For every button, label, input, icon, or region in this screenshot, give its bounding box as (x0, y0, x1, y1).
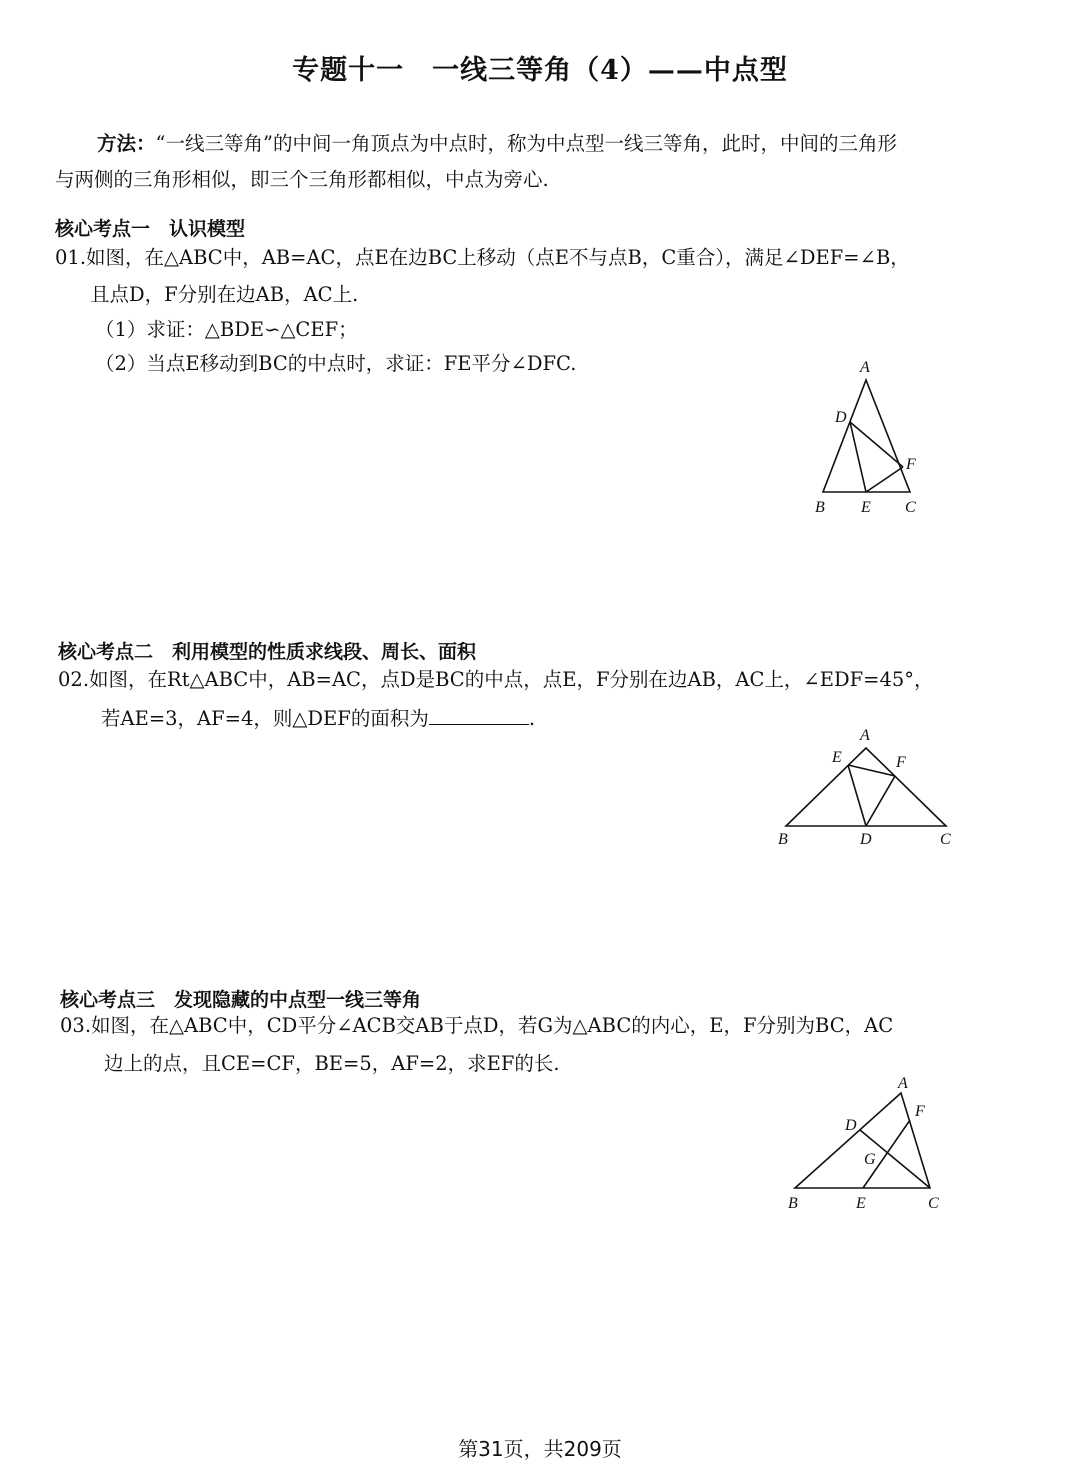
problem-2-text-1: 如图，在Rt△ABC中，AB=AC，点D是BC的中点，点E，F分别在边AB，AC上，∠EDF=45°， (89, 668, 934, 691)
problem-3-text-1: 如图，在△ABC中，CD平分∠ACB交AB于点D，若G为△ABC的内心，E，F分别为BC，AC (91, 1014, 894, 1037)
figure-1-label-a: A (860, 359, 870, 376)
figure-2-label-f: F (896, 754, 906, 771)
section-1-heading: 核心考点一 认识模型 (55, 218, 246, 240)
problem-1-line-1 (55, 246, 910, 270)
problem-1-line-2: 且点D，F分别在边AB，AC上. (90, 283, 359, 306)
problem-2-text-2-end: . (528, 707, 536, 730)
figure-2-label-a: A (860, 727, 870, 744)
method-line-1 (97, 132, 897, 156)
figure-1 (800, 350, 940, 520)
figure-3-label-e: E (856, 1195, 866, 1212)
problem-1-question-2: （2）当点E移动到BC的中点时，求证：FE平分∠DFC. (95, 352, 577, 375)
problem-3-number: 03. (60, 1014, 92, 1037)
method-label: 方法： (97, 132, 156, 155)
problem-2-text-2: 若AE=3，AF=4，则△DEF的面积为 (101, 707, 429, 730)
figure-1-label-e: E (861, 499, 871, 516)
figure-3-label-f: F (915, 1103, 925, 1120)
figure-2-label-e: E (832, 749, 842, 766)
answer-blank[interactable] (429, 706, 529, 725)
figure-1-segment-ef (866, 467, 903, 492)
figure-2-label-d: D (860, 831, 872, 848)
figure-2-triangle-abc (786, 748, 946, 826)
problem-1-question-1: （1）求证：△BDE∽△CEF； (95, 318, 358, 341)
method-text-1: “一线三等角”的中间一角顶点为中点时，称为中点型一线三等角，此时，中间的三角形 (155, 132, 897, 155)
figure-3-label-c: C (928, 1195, 939, 1212)
problem-1-text-1: 如图，在△ABC中，AB=AC，点E在边BC上移动（点E不与点B，C重合），满足∠DEF=∠B， (86, 246, 910, 269)
problem-2-number: 02. (58, 668, 90, 691)
figure-1-label-b: B (815, 499, 825, 516)
figure-2-segment-ed (848, 765, 866, 826)
problem-2-line-1 (58, 668, 934, 692)
problem-3-line-1 (60, 1014, 893, 1038)
figure-3-label-d: D (845, 1117, 857, 1134)
figure-3 (780, 1070, 960, 1220)
method-line-2: 与两侧的三角形相似，即三个三角形都相似，中点为旁心. (55, 168, 549, 191)
page-footer: 第31页，共209页 (458, 1437, 622, 1461)
figure-1-label-c: C (905, 499, 916, 516)
figure-2-label-c: C (940, 831, 951, 848)
figure-1-label-d: D (835, 409, 847, 426)
figure-2-label-b: B (778, 831, 788, 848)
figure-1-label-f: F (906, 456, 916, 473)
figure-2-segment-fd (866, 776, 895, 826)
figure-3-label-b: B (788, 1195, 798, 1212)
section-2-heading: 核心考点二 利用模型的性质求线段、周长、面积 (58, 641, 477, 663)
figure-3-triangle-abc (795, 1093, 930, 1188)
figure-2 (770, 720, 970, 860)
problem-1-number: 01. (55, 246, 87, 269)
page-title: 专题十一 一线三等角（4）——中点型 (292, 55, 788, 86)
figure-3-label-g: G (864, 1151, 876, 1168)
problem-3-line-2: 边上的点，且CE=CF，BE=5，AF=2，求EF的长. (104, 1052, 560, 1075)
section-3-heading: 核心考点三 发现隐藏的中点型一线三等角 (60, 989, 422, 1011)
figure-3-label-a: A (898, 1075, 908, 1092)
problem-2-line-2 (101, 706, 535, 731)
